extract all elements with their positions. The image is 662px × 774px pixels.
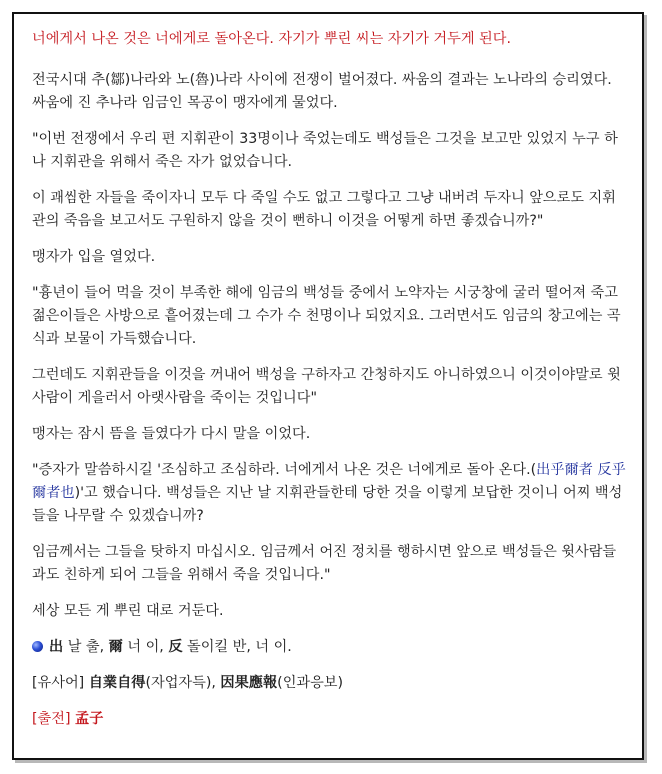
- story-paragraph-3: 이 괘씸한 자들을 죽이자니 모두 다 죽일 수도 없고 그렇다고 그냥 내버려 두자니 앞으로도 지휘관의 죽음을 보고서도 구원하지 않을 것이 뻔하니 이것을 어떻게 하면 좋겠습니까?": [32, 190, 616, 229]
- glossary-char-1: 出: [49, 639, 64, 655]
- quote-text-after: )'고 했습니다. 백성들은 지난 날 지휘관들한테 당한 것을 이렇게 보답한 것이니 어찌 백성들을 나무랄 수 있겠습니까?: [32, 485, 623, 524]
- story-paragraph-8: 임금께서는 그들을 탓하지 마십시오. 임금께서 어진 정치를 행하시면 앞으로 백성들은 윗사람들과도 친하게 되어 그들을 위해서 죽을 것입니다.": [32, 544, 617, 583]
- source-value: 孟子: [75, 711, 104, 727]
- story-paragraph-4: 맹자가 입을 열었다.: [32, 249, 156, 265]
- glossary-line: [32, 636, 626, 659]
- synonym-reading-2: (인과응보): [277, 675, 344, 691]
- synonym-word-1: 自業自得: [88, 675, 146, 691]
- glossary-reading-1: 날 출,: [63, 639, 109, 655]
- synonym-line: [32, 672, 626, 695]
- blue-bullet-icon: [32, 641, 43, 652]
- story-paragraph-1: 전국시대 추(鄒)나라와 노(魯)나라 사이에 전쟁이 벌어졌다. 싸움의 결과는 노나라의 승리였다. 싸움에 진 추나라 임금인 목공이 맹자에게 물었다.: [32, 72, 612, 111]
- quote-paragraph: [32, 459, 626, 528]
- moral-line: 세상 모든 게 뿌린 대로 거둔다.: [32, 603, 224, 619]
- source-label: [출전]: [32, 711, 71, 727]
- source-line: [32, 708, 626, 731]
- proverb-title: 너에게서 나온 것은 너에게로 돌아온다. 자기가 뿌린 씨는 자기가 거두게 된다.: [32, 31, 511, 47]
- story-paragraph-2: "이번 전쟁에서 우리 편 지휘관이 33명이나 죽었는데도 백성들은 그것을 보고만 있었지 누구 하나 지휘관을 위해서 죽은 자가 없었습니다.: [32, 131, 618, 170]
- glossary-char-3: 反: [168, 639, 183, 655]
- synonym-word-2: 因果應報: [220, 675, 278, 691]
- synonym-reading-1: (자업자득),: [145, 675, 221, 691]
- story-paragraph-5: "흉년이 들어 먹을 것이 부족한 해에 임금의 백성들 중에서 노약자는 시궁창에 굴러 떨어져 죽고 젊은이들은 사방으로 흩어졌는데 그 수가 수 천명이나 되었지요. 그러면서도 임금의 창고에는 곡식과 보물이 가득했습니다.: [32, 285, 621, 347]
- synonym-label: [유사어]: [32, 675, 85, 691]
- glossary-reading-3: 돌이킬 반, 너 이.: [182, 639, 292, 655]
- story-paragraph-6: 그런데도 지휘관들을 이것을 꺼내어 백성을 구하자고 간청하지도 아니하였으니 이것이야말로 윗사람이 게을러서 아랫사람을 죽이는 것입니다": [32, 367, 621, 406]
- content-frame: [12, 12, 644, 760]
- glossary-char-2: 爾: [108, 639, 123, 655]
- story-paragraph-7: 맹자는 잠시 뜸을 들였다가 다시 말을 이었다.: [32, 426, 311, 442]
- quote-hanja: 出乎爾者 反乎爾者也: [32, 462, 626, 501]
- glossary-reading-2: 너 이,: [122, 639, 169, 655]
- quote-text-before: "증자가 말씀하시길 '조심하고 조심하라. 너에게서 나온 것은 너에게로 돌아 온다.(: [32, 462, 537, 478]
